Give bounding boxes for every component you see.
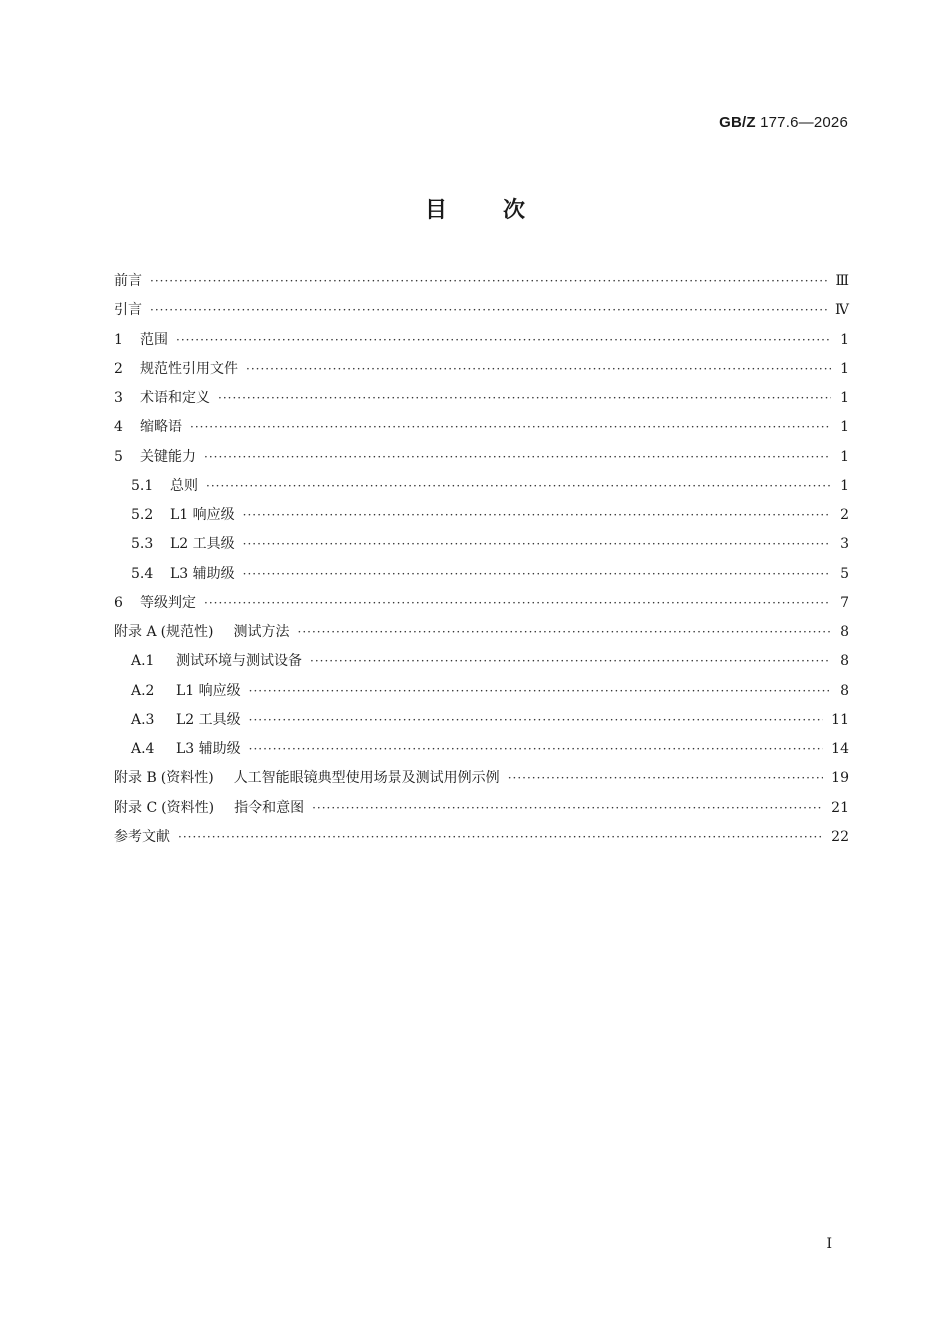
toc-entry-page: 21 <box>831 799 849 816</box>
toc-entry-page: 22 <box>831 828 849 845</box>
toc-entry-page: 14 <box>831 741 849 757</box>
appendix-label: 附录 A <box>114 624 157 640</box>
toc-entry-section-5[interactable] <box>114 446 849 475</box>
toc-entry-title: L1 响应级 <box>170 507 235 523</box>
appendix-type: (规范性) <box>160 624 214 640</box>
toc-entry-section-1[interactable] <box>114 329 849 358</box>
toc-entry-section-5-2[interactable] <box>114 504 849 533</box>
toc-entry-section-5-3[interactable] <box>114 533 849 562</box>
toc-entry-page: 19 <box>831 770 849 787</box>
toc-entry-number: A.1 <box>131 653 155 670</box>
toc-entry-page: 1 <box>840 390 849 406</box>
dot-leader <box>249 742 824 756</box>
toc-entry-title: 等级判定 <box>140 594 196 611</box>
toc-entry-appendix-a-1[interactable] <box>114 650 849 679</box>
toc-entry-title: 总则 <box>170 477 198 494</box>
page-number: I <box>826 1236 832 1252</box>
dot-leader <box>206 479 831 493</box>
toc-entry-appendix-a[interactable] <box>114 621 849 650</box>
toc-entry-title: 前言 <box>114 273 142 289</box>
toc-entry-section-3[interactable] <box>114 387 849 416</box>
toc-entry-title: 参考文献 <box>114 828 170 845</box>
toc-entry-foreword[interactable] <box>114 270 849 299</box>
dot-leader <box>312 801 823 815</box>
toc-entry-section-5-1[interactable] <box>114 475 849 504</box>
toc-entry-number: 5 <box>114 448 123 465</box>
toc-entry-number: 5.2 <box>131 507 154 523</box>
toc-entry-title: 术语和定义 <box>140 390 210 406</box>
toc-entry-section-5-4[interactable] <box>114 563 849 592</box>
toc-entry-number: 4 <box>114 419 123 436</box>
toc-entry-references[interactable] <box>114 826 849 855</box>
toc-entry-section-4[interactable] <box>114 416 849 445</box>
toc-entry-title: 测试环境与测试设备 <box>176 653 302 670</box>
dot-leader <box>246 362 831 376</box>
toc-entry-title: 引言 <box>114 302 142 319</box>
toc-entry-title: L2 工具级 <box>170 536 235 553</box>
toc-entry-number: A.2 <box>131 682 155 699</box>
appendix-type: (资料性) <box>160 770 214 787</box>
toc-entry-page: 3 <box>840 536 849 553</box>
toc-entry-number: A.3 <box>131 711 155 728</box>
dot-leader <box>218 391 831 405</box>
appendix-label: 附录 B <box>114 770 157 787</box>
toc-entry-page: 8 <box>840 653 849 670</box>
toc-entry-page: 8 <box>840 682 849 699</box>
toc-entry-number: 1 <box>114 331 123 348</box>
toc-entry-page: 8 <box>840 624 849 640</box>
standard-code-number: 177.6—2026 <box>760 114 848 131</box>
toc-entry-page: 1 <box>840 331 849 348</box>
toc-entry-appendix-b[interactable] <box>114 767 849 796</box>
toc-entry-number: 3 <box>114 390 123 406</box>
dot-leader <box>243 508 831 522</box>
dot-leader <box>204 450 831 464</box>
dot-leader <box>310 654 831 668</box>
toc-entry-page: 1 <box>840 419 849 436</box>
appendix-label: 附录 C <box>114 799 158 816</box>
toc-entry-page: Ⅲ <box>835 273 849 289</box>
toc-entry-appendix-a-2[interactable] <box>114 680 849 709</box>
page-title <box>0 193 950 224</box>
toc-entry-number: 2 <box>114 360 123 377</box>
dot-leader <box>204 596 831 610</box>
dot-leader <box>150 274 827 288</box>
dot-leader <box>190 420 831 434</box>
toc-entry-number: 5.4 <box>131 565 154 582</box>
toc-entry-title: L3 辅助级 <box>176 741 241 757</box>
toc-entry-page: 1 <box>840 360 849 377</box>
toc-entry-section-2[interactable] <box>114 358 849 387</box>
toc-entry-title: L1 响应级 <box>176 682 241 699</box>
toc-entry-title: 范围 <box>140 331 168 348</box>
appendix-type: (资料性) <box>161 799 215 816</box>
dot-leader <box>150 303 827 317</box>
dot-leader <box>178 830 823 844</box>
toc-entry-number: 5.3 <box>131 536 154 553</box>
title-char-2: 次 <box>503 198 526 223</box>
toc-entry-page: 11 <box>831 711 849 728</box>
toc-entry-section-6[interactable] <box>114 592 849 621</box>
standard-code-prefix: GB/Z <box>719 114 756 131</box>
toc-entry-title: 规范性引用文件 <box>140 360 238 377</box>
dot-leader <box>243 537 831 551</box>
dot-leader <box>249 684 831 698</box>
toc-entry-title: L2 工具级 <box>176 711 241 728</box>
toc-entry-number: 5.1 <box>131 477 154 494</box>
toc-entry-appendix-a-4[interactable] <box>114 738 849 767</box>
toc-entry-number: 6 <box>114 594 123 611</box>
standard-code <box>719 114 848 131</box>
toc-entry-appendix-c[interactable] <box>114 797 849 826</box>
toc-entry-page: 5 <box>840 565 849 582</box>
title-char-1: 目 <box>424 198 447 223</box>
toc-entry-title: 测试方法 <box>233 624 290 640</box>
toc-entry-page: 1 <box>840 448 849 465</box>
toc-entry-page: Ⅳ <box>835 302 849 319</box>
toc-entry-number: A.4 <box>131 741 155 757</box>
dot-leader <box>249 713 824 727</box>
dot-leader <box>176 333 831 347</box>
toc-entry-page: 1 <box>840 477 849 494</box>
toc-entry-title: L3 辅助级 <box>170 565 235 582</box>
dot-leader <box>508 771 823 785</box>
toc-entry-page: 7 <box>840 594 849 611</box>
dot-leader <box>298 625 832 639</box>
toc-entry-title: 指令和意图 <box>234 799 305 816</box>
toc-entry-title: 人工智能眼镜典型使用场景及测试用例示例 <box>233 770 500 787</box>
table-of-contents <box>114 270 849 855</box>
toc-entry-page: 2 <box>840 507 849 523</box>
dot-leader <box>243 567 831 581</box>
toc-entry-introduction[interactable] <box>114 299 849 328</box>
toc-entry-appendix-a-3[interactable] <box>114 709 849 738</box>
toc-entry-title: 缩略语 <box>140 419 182 436</box>
toc-entry-title: 关键能力 <box>140 448 196 465</box>
